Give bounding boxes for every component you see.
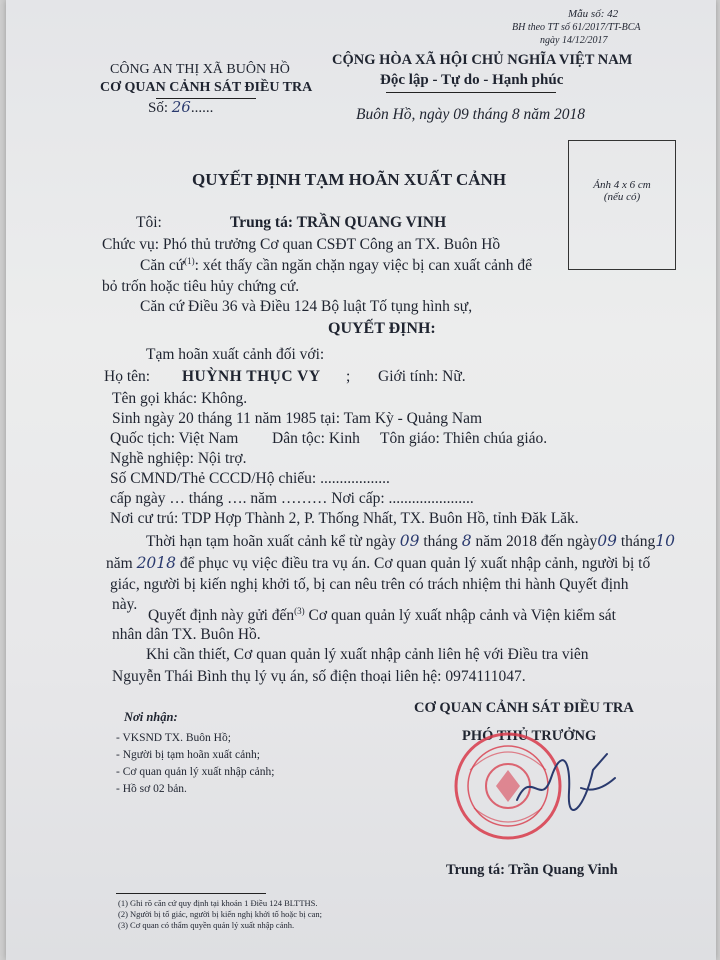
subject-gender: Giới tính: Nữ. — [378, 368, 466, 385]
agency-name: CƠ QUAN CẢNH SÁT ĐIỀU TRA — [100, 80, 313, 95]
footnote-ref-1: (1) — [184, 256, 195, 266]
photo-placeholder — [568, 140, 676, 270]
footnotes — [118, 898, 322, 931]
footnote-item: (1) Ghi rõ căn cứ quy định tại khoản 1 Điều 124 BLTTHS. — [118, 898, 318, 908]
basis-line2: bỏ trốn hoặc tiêu hủy chứng cứ. — [102, 278, 300, 295]
basis-line1 — [140, 256, 532, 275]
basis-text1: : xét thấy cần ngăn chặn ngay việc bị can xuất cảnh để — [194, 257, 533, 275]
form-basis-line1: BH theo TT số 61/2017/TT-BCA — [512, 22, 641, 33]
subject-religion: Tôn giáo: Thiên chúa giáo. — [380, 430, 548, 447]
period-line1 — [146, 532, 675, 551]
period-text3: năm 2018 đến ngày — [475, 533, 598, 550]
period-line3: giác, người bị kiến nghị khởi tố, bị can nêu trên có trách nhiệm thi hành Quyết định — [110, 576, 629, 593]
photo-size-label: Ảnh 4 x 6 cm — [593, 179, 651, 191]
subject-name-label: Họ tên: — [104, 368, 151, 385]
period-from-month: 8 — [461, 532, 472, 550]
national-motto: Độc lập - Tự do - Hạnh phúc — [380, 72, 564, 88]
recipients-heading: Nơi nhận: — [124, 710, 178, 724]
footnote-item: (3) Cơ quan có thẩm quyền quản lý xuất nhập cảnh. — [118, 920, 295, 930]
send-text2: Cơ quan quản lý xuất nhập cảnh và Viện kiểm sát — [304, 607, 616, 625]
send-text1: Quyết định này gửi đến — [148, 607, 295, 625]
send-line2: nhân dân TX. Buôn Hồ. — [112, 626, 261, 643]
signature-position: PHÓ THỦ TRƯỞNG — [462, 728, 597, 744]
contact-line2: Nguyễn Thái Bình thụ lý vụ án, số điện thoại liên hệ: 0974111047. — [112, 668, 526, 685]
photo-optional-label: (nếu có) — [603, 191, 641, 203]
basis-label: Căn cứ — [140, 257, 185, 275]
period-text6: để phục vụ việc điều tra vụ án. Cơ quan quản lý xuất nhập cảnh, người bị tố — [179, 555, 651, 572]
recipient-item: - VKSND TX. Buôn Hồ; — [116, 732, 231, 744]
subject-residence: Nơi cư trú: TDP Hợp Thành 2, P. Thống Nhất, TX. Buôn Hồ, tỉnh Đăk Lăk. — [110, 510, 579, 527]
subject-id: Số CMND/Thẻ CCCD/Hộ chiếu: .................. — [110, 470, 390, 487]
issuer-toi: Tôi: — [136, 214, 162, 231]
number-value: 26 — [171, 98, 191, 116]
form-basis-line2: ngày 14/12/2017 — [540, 35, 608, 46]
period-line2 — [106, 554, 650, 573]
basis-line3: Căn cứ Điều 36 và Điều 124 Bộ luật Tố tụng hình sự, — [140, 298, 473, 315]
period-text4: tháng — [620, 533, 656, 550]
document-title: QUYẾT ĐỊNH TẠM HOÃN XUẤT CẢNH — [192, 170, 507, 189]
period-to-day: 09 — [597, 532, 617, 550]
send-line1 — [148, 606, 616, 625]
document-page — [6, 0, 716, 960]
subject-issue: cấp ngày … tháng …. năm ……… Nơi cấp: ...................... — [110, 490, 474, 507]
recipient-item: - Hồ sơ 02 bản. — [116, 783, 187, 795]
subject-ethnicity: Dân tộc: Kinh — [272, 430, 360, 447]
period-from-day: 09 — [399, 532, 420, 550]
number-dots: ...... — [190, 100, 214, 116]
motto-underline — [386, 92, 556, 93]
subject-occupation: Nghề nghiệp: Nội trợ. — [110, 450, 247, 467]
footnote-item: (2) Người bị tố giác, người bị kiến nghị khởi tố hoặc bị can; — [118, 909, 322, 919]
agency-parent: CÔNG AN THỊ XÃ BUÔN HỒ — [110, 62, 290, 77]
subject-separator: ; — [346, 368, 351, 385]
decision-heading: QUYẾT ĐỊNH: — [328, 320, 436, 337]
subject-alias: Tên gọi khác: Không. — [112, 390, 248, 407]
contact-line1: Khi cần thiết, Cơ quan quản lý xuất nhập cảnh liên hệ với Điều tra viên — [146, 646, 589, 663]
subject-nationality: Quốc tịch: Việt Nam — [110, 430, 239, 447]
period-text5: năm — [106, 555, 133, 572]
recipient-item: - Cơ quan quản lý xuất nhập cảnh; — [116, 766, 275, 778]
issuer-position: Chức vụ: Phó thủ trưởng Cơ quan CSĐT Công an TX. Buôn Hồ — [102, 236, 501, 253]
footnote-ref-3: (3) — [294, 606, 305, 616]
recipient-item: - Người bị tạm hoãn xuất cảnh; — [116, 749, 260, 761]
recipients-list — [116, 730, 274, 798]
period-to-month: 10 — [655, 532, 676, 550]
period-text1: Thời hạn tạm hoãn xuất cảnh kể từ ngày — [146, 533, 396, 550]
subject-birth: Sinh ngày 20 tháng 11 năm 1985 tại: Tam Kỳ - Quảng Nam — [112, 410, 483, 427]
subject-intro: Tạm hoãn xuất cảnh đối với: — [146, 346, 325, 363]
form-number: Mẫu số: 42 — [568, 8, 619, 20]
place-date: Buôn Hồ, ngày 09 tháng 8 năm 2018 — [356, 106, 586, 123]
period-text2: tháng — [423, 533, 458, 550]
period-to-year: 2018 — [136, 554, 177, 572]
document-number — [148, 98, 213, 117]
handwritten-signature — [511, 748, 621, 818]
period-line4: này. — [112, 596, 138, 613]
number-label: Số: — [148, 100, 169, 116]
signer-name: Trung tá: Trần Quang Vinh — [446, 862, 618, 878]
national-title: CỘNG HÒA XÃ HỘI CHỦ NGHĨA VIỆT NAM — [332, 52, 633, 68]
subject-name: HUỲNH THỤC VY — [182, 368, 321, 385]
signature-agency: CƠ QUAN CẢNH SÁT ĐIỀU TRA — [414, 700, 634, 716]
footnote-divider — [116, 893, 266, 894]
issuer-name: Trung tá: TRẦN QUANG VINH — [230, 214, 447, 231]
